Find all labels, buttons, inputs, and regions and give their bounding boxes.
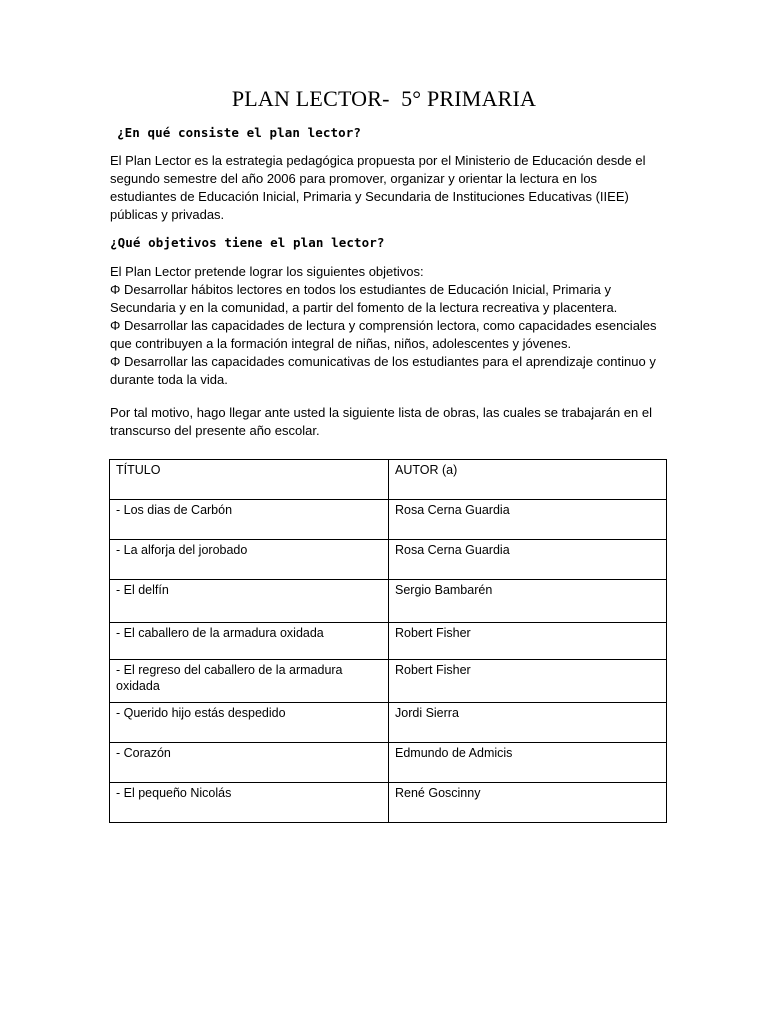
work-title: - El pequeño Nicolás bbox=[110, 783, 389, 823]
work-title: - La alforja del jorobado bbox=[110, 540, 389, 580]
work-title: - El delfín bbox=[110, 580, 389, 623]
text-line: durante toda la vida. bbox=[110, 372, 228, 387]
work-author: Jordi Sierra bbox=[389, 703, 667, 743]
table-row bbox=[110, 743, 667, 783]
table-row bbox=[110, 660, 667, 703]
text-line: segundo semestre del año 2006 para promover, organizar y orientar la lectura en los bbox=[110, 171, 598, 186]
page-title: PLAN LECTOR- 5° PRIMARIA bbox=[231, 86, 537, 111]
table-row bbox=[110, 783, 667, 823]
text-line: que contribuyen a la formación integral de niñas, niños, adolescentes y jóvenes. bbox=[110, 336, 572, 351]
text-line: El Plan Lector es la estrategia pedagógica propuesta por el Ministerio de Educación desde el bbox=[110, 153, 646, 168]
paragraph-closing bbox=[110, 404, 655, 440]
table-row bbox=[110, 500, 667, 540]
work-author: Edmundo de Admicis bbox=[389, 743, 667, 783]
work-author: Sergio Bambarén bbox=[389, 580, 667, 623]
text-line: Secundaria y en la comunidad, a partir del fomento de la lectura recreativa y placentera. bbox=[110, 300, 618, 315]
paragraph-objectives bbox=[110, 263, 655, 389]
work-author: René Goscinny bbox=[389, 783, 667, 823]
text-line: públicas y privadas. bbox=[110, 207, 225, 222]
heading-objectives: ¿Qué objetivos tiene el plan lector? bbox=[110, 235, 385, 250]
heading-what-is-plan: ¿En qué consiste el plan lector? bbox=[117, 125, 362, 140]
work-author: Robert Fisher bbox=[389, 660, 667, 703]
objective-item: Φ Desarrollar las capacidades de lectura y comprensión lectora, como capacidades esenciales bbox=[110, 318, 657, 333]
work-title: - El caballero de la armadura oxidada bbox=[110, 623, 389, 660]
work-author: Robert Fisher bbox=[389, 623, 667, 660]
text-line: estudiantes de Educación Inicial, Primaria y Secundaria de Instituciones Educativas (IIEE) bbox=[110, 189, 629, 204]
table-row bbox=[110, 580, 667, 623]
work-title: - El regreso del caballero de la armadura oxidada bbox=[110, 660, 389, 703]
paragraph-definition bbox=[110, 152, 655, 224]
table-row bbox=[110, 703, 667, 743]
work-author: Rosa Cerna Guardia bbox=[389, 500, 667, 540]
work-title: - Los dias de Carbón bbox=[110, 500, 389, 540]
header-author: AUTOR (a) bbox=[389, 460, 667, 500]
text-line: El Plan Lector pretende lograr los siguientes objetivos: bbox=[110, 264, 424, 279]
table-row bbox=[110, 540, 667, 580]
objective-item: Φ Desarrollar las capacidades comunicativas de los estudiantes para el aprendizaje continuo y bbox=[110, 354, 656, 369]
objective-item: Φ Desarrollar hábitos lectores en todos los estudiantes de Educación Inicial, Primaria y bbox=[110, 282, 612, 297]
work-author: Rosa Cerna Guardia bbox=[389, 540, 667, 580]
reading-list-table bbox=[109, 459, 667, 823]
work-title: - Corazón bbox=[110, 743, 389, 783]
table-row bbox=[110, 623, 667, 660]
header-title: TÍTULO bbox=[110, 460, 389, 500]
table-header-row bbox=[110, 460, 667, 500]
text-line: transcurso del presente año escolar. bbox=[110, 423, 320, 438]
work-title: - Querido hijo estás despedido bbox=[110, 703, 389, 743]
text-line: Por tal motivo, hago llegar ante usted la siguiente lista de obras, las cuales se trabajarán en el bbox=[110, 405, 652, 420]
